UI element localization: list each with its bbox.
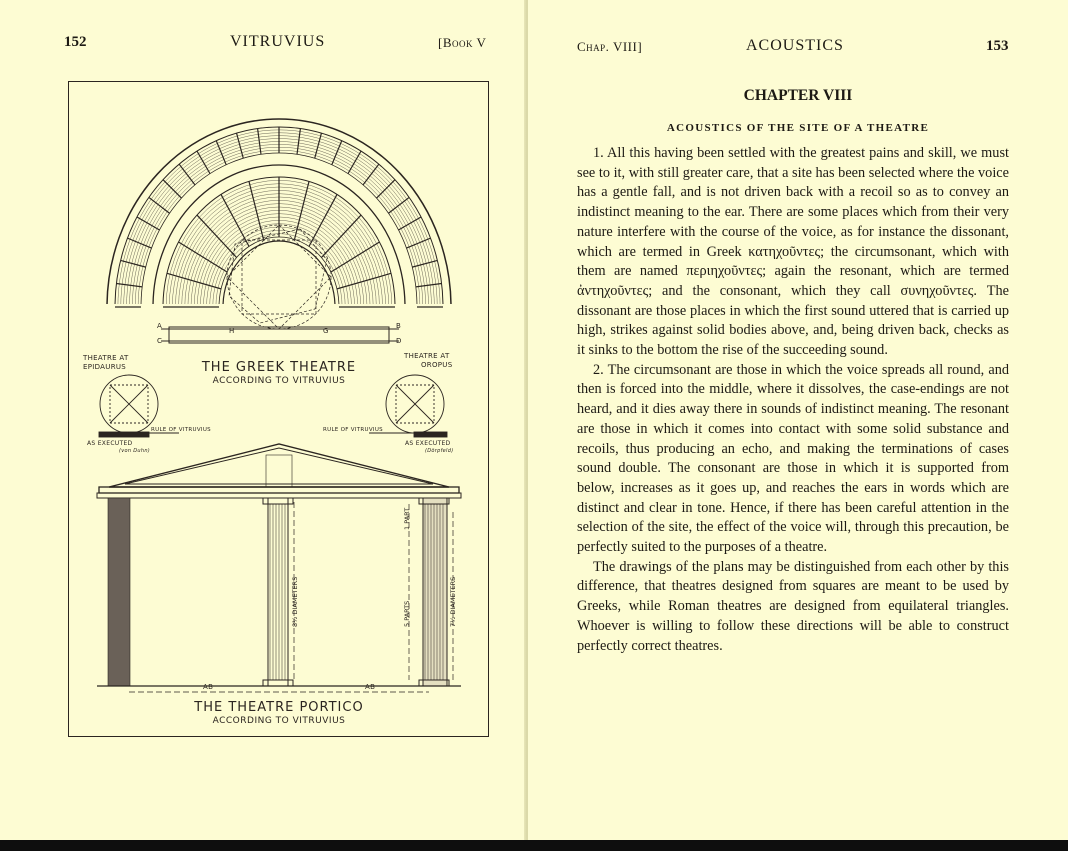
page-number: 152 [64,34,87,50]
greek-theatre-subtitle: ACCORDING TO VITRUVIUS [212,376,346,386]
rule-of-vitruvius-left: RULE OF VITRUVIUS [151,427,211,433]
rule-of-vitruvius-right: RULE OF VITRUVIUS [323,427,383,433]
dim-ab-right: AB [365,683,376,691]
as-executed-left: AS EXECUTED [87,440,133,447]
portico-subtitle: ACCORDING TO VITRUVIUS [212,716,346,726]
note-dorpfeld: (Dörpfeld) [425,448,454,454]
letter-d: D [396,337,402,345]
as-executed-right: AS EXECUTED [405,440,451,447]
stage [161,327,399,343]
paragraph-3: The drawings of the plans may be distinguished from each other by this difference, that theatres designed from squares are meant to be used by Greeks, while Roman theatres are designed from equilateral triangles. Whoever is willing to follow these directions will be able to construct perfectly correct theatres. [577,558,1009,654]
left-page [0,0,526,840]
dim-ab-left: AB [203,683,214,691]
letter-c: C [157,337,163,345]
dim-eight-and-half-diameters: 8½ DIAMETERS [291,576,299,627]
dim-five-parts: 5 PARTS [403,600,411,627]
dim-seven-and-half-diameters: 7½ DIAMETERS [449,576,457,627]
paragraph-1: 1. All this having been settled with the greatest pains and skill, we must see to it, with still greater care, that a site has been selected where the voice has a gentle fall, and is not driven back with a recoil so as to convey an indistinct meaning to the ear. There are some places which from their very nature interfere with the course of the voice, as for instance the dissonant, which are termed in Greek κατηχοῦντες; the circumsonant, which with them are named περιηχοῦντες; again the resonant, which are termed ἀντηχοῦντες; and the consonant, which they call συνηχοῦντες. The dissonant are those places in which the first sound uttered that is carried up high, strikes against solid bodies above, and, being driven back, checks as it sinks to the bottom the rise of the succeeding sound. [577,145,1009,359]
letter-b: B [396,322,402,330]
greek-theatre-title: THE GREEK THEATRE [201,360,357,375]
theatre-drawings [69,82,488,736]
running-title-right: ACOUSTICS [746,37,844,54]
epidaurus-label-line2: EPIDAURUS [83,363,127,371]
dim-one-part: 1 PART [403,507,411,530]
portico-title: THE THEATRE PORTICO [194,700,364,715]
note-von-duhn: (von Duhn) [119,448,151,454]
epidaurus-label-line1: THEATRE AT [83,354,129,362]
paragraph-2: 2. The circumsonant are those in which the voice spreads all round, and then is forced into the middle, where it dissolves, the case-endings are not heard, and it dies away there in sounds of indistinct meaning. The resonant are those in which it comes into contact with some solid substance and recoils, thus producing an echo, and making the terminations of cases sound double. The consonant are those in which it is supported from below, increases as it goes up, and reaches the ears in words which are distinct and clear in tone. Hence, if there has been careful attention in the selection of the site, the effect of the voice will, through this precaution, be perfectly suited to the purposes of a theatre. [577,361,1009,556]
page-number-right: 153 [986,38,1009,54]
oropus-label-line2: OROPUS [421,361,453,369]
book-label: [Book V [438,35,487,50]
section-title: ACOUSTICS OF THE SITE OF A THEATRE [666,122,930,134]
oropus-label-line1: THEATRE AT [404,352,450,360]
letter-h: H [229,327,235,335]
bottom-bar [0,840,1068,851]
letter-a: A [157,322,163,330]
running-title: VITRUVIUS [230,33,326,50]
letter-g: G [323,327,329,335]
body-text [577,144,1009,656]
chapter-heading: CHAPTER VIII [743,87,853,104]
illustration-plate [68,81,489,737]
chapter-label: Chap. VIII] [577,39,643,54]
